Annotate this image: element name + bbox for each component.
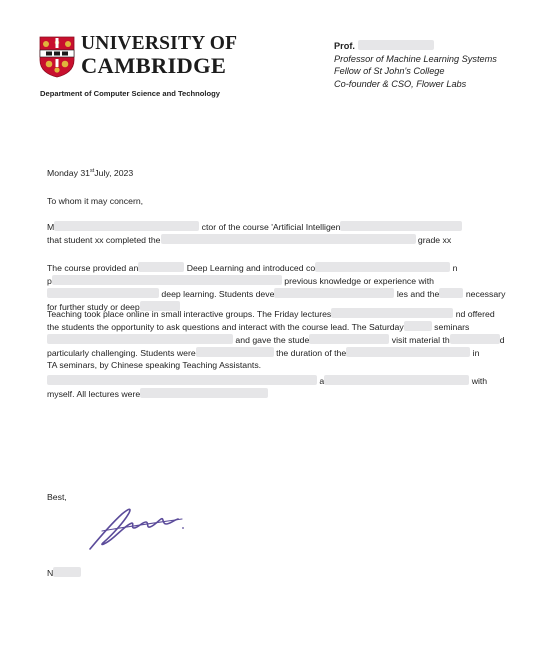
signature-image bbox=[82, 497, 192, 555]
text-fragment: p bbox=[47, 275, 52, 286]
text-fragment: d bbox=[499, 334, 505, 345]
redaction-block bbox=[274, 288, 394, 298]
redaction-block bbox=[358, 40, 434, 50]
redaction-block bbox=[138, 262, 184, 272]
date-day: Monday 31 bbox=[47, 168, 90, 178]
text-fragment: Teaching took place online in small interactive groups. The Friday lectures bbox=[47, 309, 332, 319]
text-fragment: les and the bbox=[396, 288, 440, 299]
redaction-block bbox=[340, 221, 462, 231]
redaction-block bbox=[324, 375, 469, 385]
text-fragment: in bbox=[472, 347, 480, 358]
redaction-block bbox=[47, 375, 317, 385]
text-fragment: TA seminars, by Chinese speaking Teaching Assistants. bbox=[47, 359, 262, 370]
text-fragment: deep learning. Students deve bbox=[161, 288, 275, 299]
date-rest: July, 2023 bbox=[94, 168, 134, 178]
department-name: Department of Computer Science and Technology bbox=[40, 89, 221, 98]
redaction-block bbox=[315, 262, 450, 272]
text-fragment: seminars bbox=[434, 321, 470, 332]
text-fragment: grade xx bbox=[417, 234, 452, 245]
text-fragment: particularly challenging. Students were bbox=[47, 347, 196, 358]
paragraph-3 bbox=[47, 308, 522, 372]
university-wordmark bbox=[81, 34, 237, 77]
redaction-block bbox=[309, 334, 389, 344]
redaction-block bbox=[439, 288, 463, 298]
salutation: To whom it may concern, bbox=[47, 196, 144, 206]
date-suffix: st bbox=[89, 168, 95, 174]
redaction-block bbox=[140, 388, 268, 398]
text-fragment: a bbox=[319, 376, 325, 386]
text-fragment: The course provided an bbox=[47, 263, 139, 273]
redaction-block bbox=[47, 334, 233, 344]
redaction-block bbox=[331, 308, 453, 318]
redaction-block bbox=[54, 221, 199, 231]
redaction-block bbox=[346, 347, 470, 357]
text-fragment: previous knowledge or experience with bbox=[284, 275, 434, 286]
text-fragment: M bbox=[47, 222, 55, 232]
sender-prefix: Prof. bbox=[334, 41, 355, 51]
text-fragment: for further study or deep bbox=[47, 301, 140, 312]
text-fragment: necessary bbox=[465, 288, 506, 299]
text-fragment: ctor of the course 'Artificial Intelligen bbox=[201, 222, 341, 232]
text-fragment: that student xx completed the bbox=[47, 234, 161, 245]
paragraph-4 bbox=[47, 375, 522, 401]
signatory-initial bbox=[47, 567, 81, 578]
closing: Best, bbox=[47, 492, 67, 502]
paragraph-1 bbox=[47, 221, 522, 247]
redaction-block bbox=[450, 334, 500, 344]
redaction-block bbox=[196, 347, 274, 357]
text-fragment: nd offered bbox=[455, 309, 495, 319]
redaction-block bbox=[52, 275, 282, 285]
letter-date bbox=[47, 168, 133, 178]
text-fragment: with bbox=[471, 376, 488, 386]
text-fragment: the students the opportunity to ask questions and interact with the course lead. The Saturday bbox=[47, 321, 404, 332]
text-fragment: Deep Learning and introduced co bbox=[186, 263, 316, 273]
redaction-block bbox=[161, 234, 416, 244]
paragraph-2 bbox=[47, 262, 522, 314]
sender-title: Professor of Machine Learning Systems bbox=[334, 53, 497, 64]
redaction-block bbox=[404, 321, 432, 331]
text-fragment: visit material th bbox=[391, 334, 450, 345]
sender-role: Co-founder & CSO, Flower Labs bbox=[334, 78, 467, 89]
sender-fellowship: Fellow of St John's College bbox=[334, 66, 445, 77]
university-wordmark-line2: CAMBRIDGE bbox=[81, 52, 227, 78]
text-fragment: the duration of the bbox=[276, 347, 347, 358]
text-fragment: myself. All lectures were bbox=[47, 388, 141, 399]
text-fragment: and gave the stude bbox=[235, 334, 310, 345]
redaction-block bbox=[47, 288, 159, 298]
signatory-initial-letter: N bbox=[47, 568, 54, 578]
text-fragment: n bbox=[452, 263, 458, 273]
university-wordmark-line1: UNIVERSITY OF bbox=[81, 33, 238, 54]
redaction-block bbox=[53, 567, 81, 577]
sender-block bbox=[334, 40, 497, 90]
cambridge-crest-icon bbox=[39, 36, 75, 78]
